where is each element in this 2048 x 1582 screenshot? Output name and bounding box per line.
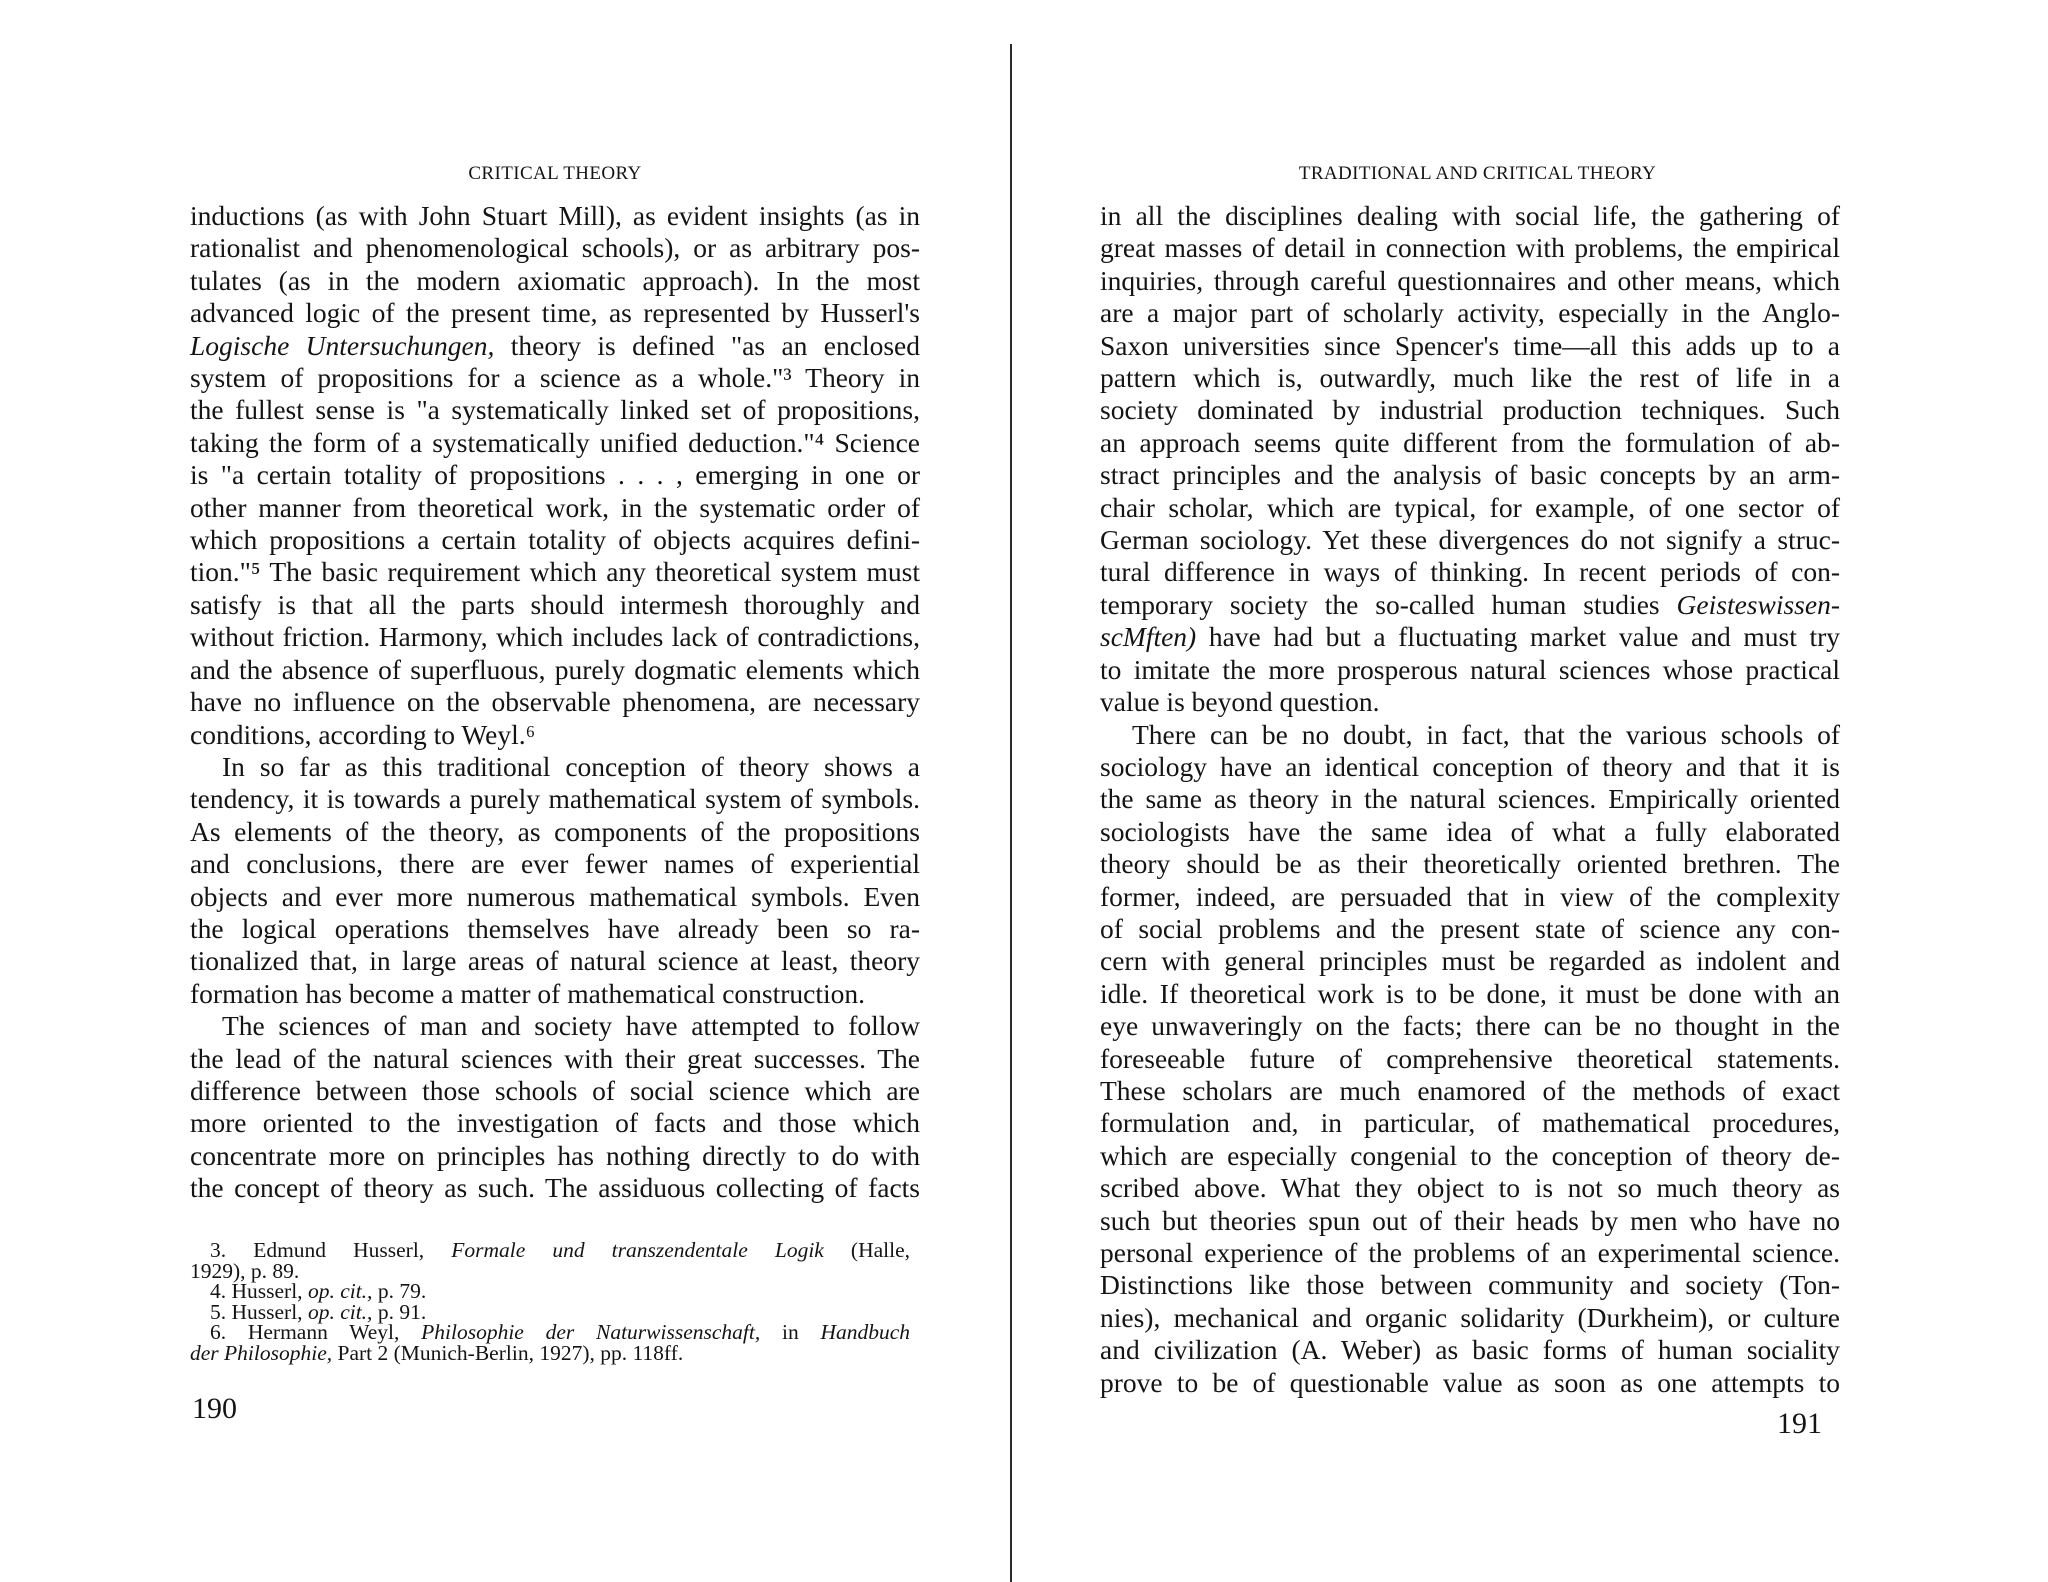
text-line: Saxon universities since Spencer's time—all this adds up to a [1100, 329, 1840, 361]
text-line: without friction. Harmony, which includes lack of contradictions, [190, 621, 920, 653]
text-line: the same as theory in the natural sciences. Empirically oriented [1100, 783, 1840, 815]
text-line: pattern which is, outwardly, much like the rest of life in a [1100, 362, 1840, 394]
text-line: foreseeable future of comprehensive theoretical statements. [1100, 1042, 1840, 1074]
text-line: rationalist and phenomenological schools), or as arbitrary pos- [190, 232, 920, 264]
text-line: more oriented to the investigation of facts and those which [190, 1107, 920, 1139]
footnote-3-cont: 1929), p. 89. [190, 1258, 300, 1283]
text-line: have no influence on the observable phenomena, are necessary [190, 686, 920, 718]
text-line: tion."⁵ The basic requirement which any theoretical system must [190, 556, 920, 588]
footnote-6-cont: der Philosophie, Part 2 (Munich-Berlin, 1927), pp. 118ff. [190, 1340, 684, 1365]
text-line: society dominated by industrial production techniques. Such [1100, 394, 1840, 426]
left-page [0, 0, 1015, 1582]
text-line: inquiries, through careful questionnaires and other means, which [1100, 264, 1840, 296]
text-line: formation has become a matter of mathematical construction. [190, 977, 866, 1009]
text-line: the concept of theory as such. The assiduous collecting of facts [190, 1172, 920, 1204]
text-line: advanced logic of the present time, as represented by Husserl's [190, 297, 920, 329]
text-line: and the absence of superfluous, purely dogmatic elements which [190, 653, 920, 685]
footnote-3: 3. Edmund Husserl, Formale und transzendentale Logik (Halle, [210, 1238, 910, 1262]
text-line: In so far as this traditional conception of theory shows a [222, 750, 920, 782]
text-line: in all the disciplines dealing with social life, the gathering of [1100, 200, 1840, 231]
text-line: an approach seems quite different from the formulation of ab- [1100, 426, 1840, 458]
text-line: personal experience of the problems of an experimental science. [1100, 1237, 1840, 1268]
running-head-right: TRADITIONAL AND CRITICAL THEORY [1298, 163, 1657, 184]
footnote-5: 5. Husserl, op. cit., p. 91. [210, 1299, 427, 1324]
text-line: German sociology. Yet these divergences do not signify a struc- [1100, 524, 1840, 556]
text-line: As elements of the theory, as components of the propositions [190, 815, 920, 847]
running-head-left: CRITICAL THEORY [468, 163, 642, 184]
right-page [1015, 0, 2048, 1582]
text-line: chair scholar, which are typical, for example, of one sector of [1100, 491, 1840, 523]
footnotes [190, 1240, 910, 1363]
text-line: tural difference in ways of thinking. In recent periods of con- [1100, 556, 1840, 588]
text-line: such but theories spun out of their heads by men who have no [1100, 1204, 1840, 1236]
text-line: which propositions a certain totality of objects acquires defini- [190, 524, 920, 556]
text-line: is "a certain totality of propositions . . . , emerging in one or [190, 459, 920, 491]
text-line: stract principles and the analysis of basic concepts by an arm- [1100, 459, 1840, 491]
text-line: Distinctions like those between community and society (Ton- [1100, 1269, 1840, 1301]
text-line: taking the form of a systematically unified deduction."⁴ Science [190, 426, 920, 458]
text-line: scMften) have had but a fluctuating market value and must try [1100, 621, 1841, 653]
text-line: tionalized that, in large areas of natural science at least, theory [190, 945, 920, 977]
text-line: temporary society the so-called human studies Geisteswissen- [1100, 588, 1840, 620]
text-line: conditions, according to Weyl.⁶ [190, 718, 536, 750]
text-line: difference between those schools of social science which are [190, 1074, 920, 1106]
text-line: formulation and, in particular, of mathematical procedures, [1100, 1107, 1840, 1139]
text-line: to imitate the more prosperous natural sciences whose practical [1100, 653, 1840, 685]
text-line: eye unwaveringly on the facts; there can be no thought in the [1100, 1010, 1840, 1042]
text-line: and civilization (A. Weber) as basic forms of human sociality [1100, 1334, 1840, 1366]
text-line: cern with general principles must be regarded as indolent and [1100, 945, 1840, 977]
text-line: and conclusions, there are ever fewer names of experiential [190, 848, 920, 880]
text-line: tulates (as in the modern axiomatic approach). In the most [190, 264, 920, 296]
right-body-text [1100, 200, 1840, 1399]
page-number-right: 191 [1777, 1407, 1822, 1440]
text-line: concentrate more on principles has nothing directly to do with [190, 1139, 920, 1171]
text-line: other manner from theoretical work, in the systematic order of [190, 491, 920, 523]
text-line: There can be no doubt, in fact, that the various schools of [1132, 718, 1840, 750]
text-line: satisfy is that all the parts should intermesh thoroughly and [190, 588, 920, 620]
text-line: which are especially congenial to the conception of theory de- [1100, 1139, 1840, 1171]
page-number-left: 190 [192, 1392, 237, 1425]
text-line: scribed above. What they object to is not so much theory as [1100, 1172, 1840, 1204]
text-line: the logical operations themselves have already been so ra- [190, 912, 920, 944]
footnote-4: 4. Husserl, op. cit., p. 79. [210, 1279, 427, 1303]
text-line: sociology have an identical conception of theory and that it is [1100, 750, 1840, 782]
text-line: are a major part of scholarly activity, especially in the Anglo- [1100, 297, 1840, 329]
text-line: The sciences of man and society have attempted to follow [222, 1010, 920, 1042]
text-line: theory should be as their theoretically oriented brethren. The [1100, 848, 1840, 880]
text-line: inductions (as with John Stuart Mill), as evident insights (as in [190, 200, 920, 231]
text-line: value is beyond question. [1100, 686, 1380, 718]
text-line: the fullest sense is "a systematically linked set of propositions, [190, 394, 920, 426]
footnote-6: 6. Hermann Weyl, Philosophie der Naturwissenschaft, in Handbuch [210, 1320, 911, 1344]
text-line: tendency, it is towards a purely mathematical system of symbols. [190, 783, 920, 815]
text-line: system of propositions for a science as a whole."³ Theory in [190, 362, 920, 394]
text-line: prove to be of questionable value as soon as one attempts to [1100, 1366, 1840, 1398]
text-line: former, indeed, are persuaded that in view of the complexity [1100, 880, 1840, 912]
text-line: idle. If theoretical work is to be done, it must be done with an [1100, 977, 1840, 1009]
text-line: the lead of the natural sciences with their great successes. The [190, 1042, 920, 1074]
text-line: of social problems and the present state of science any con- [1100, 912, 1840, 944]
left-body-text [190, 200, 920, 1205]
text-line: These scholars are much enamored of the methods of exact [1100, 1074, 1840, 1106]
text-line: nies), mechanical and organic solidarity (Durkheim), or culture [1100, 1301, 1840, 1333]
text-line: Logische Untersuchungen, theory is defined "as an enclosed [190, 329, 921, 361]
text-line: objects and ever more numerous mathematical symbols. Even [190, 880, 920, 912]
text-line: sociologists have the same idea of what a fully elaborated [1100, 815, 1840, 847]
text-line: great masses of detail in connection with problems, the empirical [1100, 232, 1840, 264]
